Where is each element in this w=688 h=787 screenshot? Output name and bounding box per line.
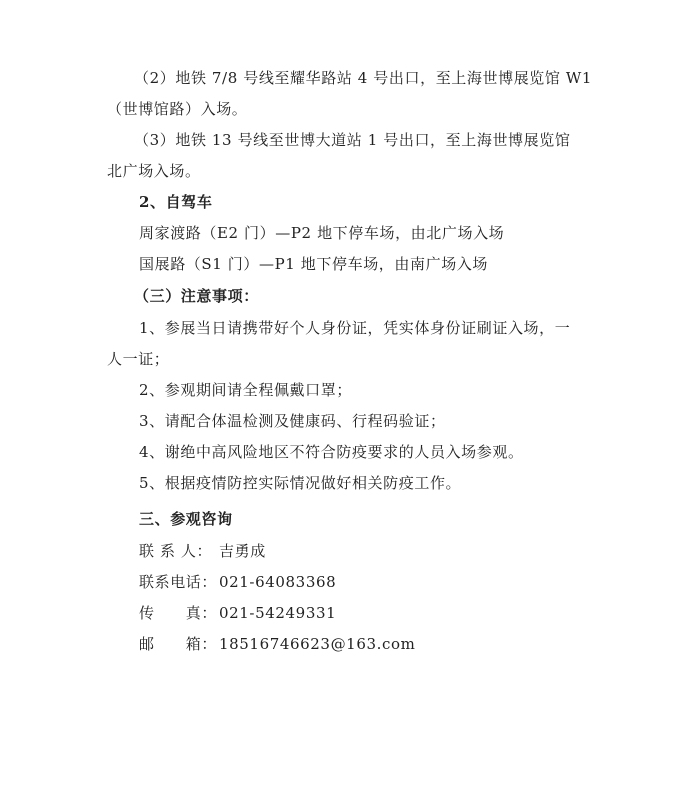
notes-heading: （三）注意事项： [134,287,259,305]
notes-item-2: 2、参观期间请全程佩戴口罩； [139,381,352,399]
driving-route-2: 国展路（S1 门）—P1 地下停车场，由南广场入场 [139,255,488,273]
notes-item-4: 4、谢绝中高风险地区不符合防疫要求的人员入场参观。 [139,443,524,461]
metro-2-line1: （2）地铁 7/8 号线至耀华路站 4 号出口，至上海世博展览馆 W1 [134,69,593,87]
email-label: 邮 箱： [139,635,218,653]
driving-heading: 2、自驾车 [139,193,213,211]
contact-person-value: 吉勇成 [219,542,266,560]
metro-3-line1: （3）地铁 13 号线至世博大道站 1 号出口，至上海世博展览馆 [134,131,571,149]
inquiry-heading: 三、参观咨询 [139,510,233,528]
email-row [139,634,415,654]
contact-person-row [139,541,266,561]
phone-row [139,572,336,592]
phone-label: 联系电话： [139,573,218,591]
fax-value: 021-54249331 [219,604,337,622]
fax-label: 传 真： [139,604,218,622]
notes-item-5: 5、根据疫情防控实际情况做好相关防疫工作。 [139,474,462,492]
metro-2-line2: （世博馆路）入场。 [107,100,248,118]
fax-row [139,603,336,623]
email-value[interactable]: 18516746623@163.com [219,635,416,653]
notes-item-3: 3、请配合体温检测及健康码、行程码验证； [139,412,446,430]
driving-route-1: 周家渡路（E2 门）—P2 地下停车场，由北广场入场 [139,224,505,242]
notes-item-1-line2: 人一证； [107,350,170,368]
contact-person-label: 联 系 人： [139,542,213,560]
metro-3-line2: 北广场入场。 [107,162,201,180]
notes-item-1-line1: 1、参展当日请携带好个人身份证，凭实体身份证刷证入场，一 [139,319,571,337]
phone-value: 021-64083368 [219,573,337,591]
